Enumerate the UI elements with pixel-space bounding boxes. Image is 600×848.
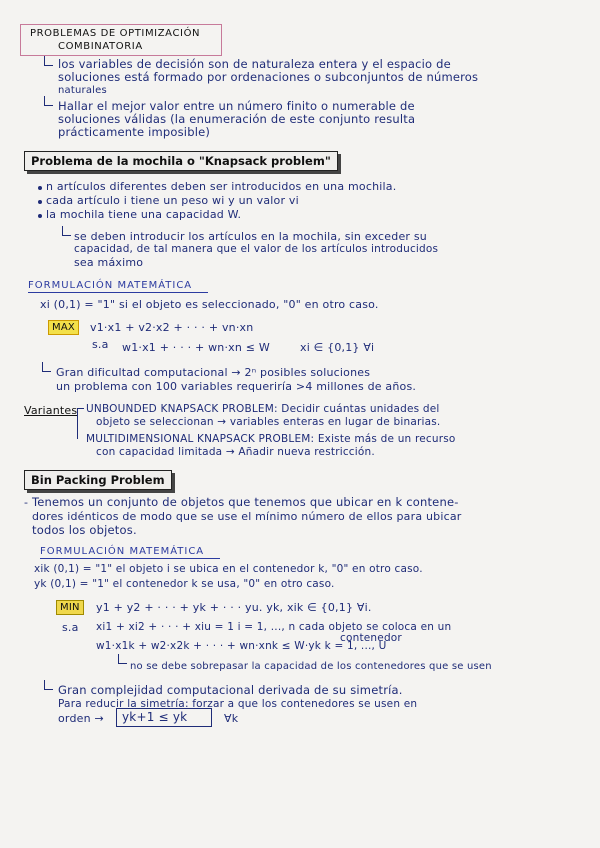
knapsack-difficulty-2: un problema con 100 variables requeriría >4 millones de años. (56, 380, 417, 393)
binpacking-heading: Bin Packing Problem (24, 470, 172, 490)
binpacking-intro-1: Tenemos un conjunto de objetos que tenemos que ubicar en k contene- (32, 495, 459, 509)
max-label: MAX (48, 320, 79, 335)
knapsack-difficulty-1: Gran dificultad computacional → 2ⁿ posibles soluciones (56, 366, 371, 379)
intro-line-2: soluciones está formado por ordenaciones o subconjuntos de números (58, 70, 479, 84)
binpacking-formulation-title: FORMULACIÓN MATEMÁTICA (40, 546, 205, 557)
arrow-hook-icon (44, 680, 53, 690)
knapsack-constraint: w1·x1 + · · · + wn·xn ≤ W (122, 341, 270, 354)
knapsack-goal-1: se deben introducir los artículos en la mochila, sin exceder su (74, 230, 427, 243)
formulation-underline (28, 292, 208, 293)
arrow-hook-icon (42, 362, 51, 372)
binpacking-constraint-1b: contenedor (340, 632, 402, 644)
knapsack-st-label: s.a (92, 338, 109, 351)
knapsack-formulation-title: FORMULACIÓN MATEMÁTICA (28, 280, 193, 291)
binpacking-complexity-1: Gran complejidad computacional derivada de su simetría. (58, 683, 403, 697)
knapsack-goal-3: sea máximo (74, 256, 144, 269)
binpacking-var-1: xik (0,1) = "1" el objeto i se ubica en el contenedor k, "0" en otro caso. (34, 563, 423, 575)
binpacking-intro-2: dores idénticos de modo que se use el mínimo número de ellos para ubicar (32, 510, 462, 523)
title-line-1: PROBLEMAS DE OPTIMIZACIÓN (30, 28, 201, 39)
variant-2-line-2: con capacidad limitada → Añadir nueva restricción. (96, 446, 375, 458)
binpacking-constraint-1: xi1 + xi2 + · · · + xiu = 1 i = 1, ..., n cada objeto se coloca en un (96, 621, 452, 633)
binpacking-st-label: s.a (62, 621, 79, 634)
binpacking-intro-dash: - (24, 496, 29, 509)
bullet-icon (38, 214, 42, 218)
variants-label: Variantes (24, 404, 78, 417)
binpacking-order-tail: ∀k (224, 712, 239, 725)
bullet-icon (38, 186, 42, 190)
bullet-icon (38, 200, 42, 204)
intro-line-3: naturales (58, 85, 107, 96)
arrow-hook-icon (62, 226, 71, 236)
min-label: MIN (56, 600, 84, 615)
variant-1-line-1: UNBOUNDED KNAPSACK PROBLEM: Decidir cuántas unidades del (86, 403, 440, 415)
binpacking-constraint-2-note: no se debe sobrepasar la capacidad de los contenedores que se usen (130, 661, 492, 672)
variant-1-line-2: objeto se seleccionan → variables enteras en lugar de binarias. (96, 416, 441, 428)
knapsack-goal-2: capacidad, de tal manera que el valor de los artículos introducidos (74, 243, 439, 255)
binpacking-complexity-3: orden → (58, 712, 104, 725)
intro-line-1: los variables de decisión son de naturaleza entera y el espacio de (58, 57, 451, 71)
title-line-2: COMBINATORIA (58, 41, 143, 52)
binpacking-var-2: yk (0,1) = "1" el contenedor k se usa, "0" en otro caso. (34, 578, 335, 590)
knapsack-heading: Problema de la mochila o "Knapsack problem" (24, 151, 338, 171)
arrow-hook-icon (118, 654, 127, 664)
variants-bracket (77, 408, 84, 439)
knapsack-bullet-2: cada artículo i tiene un peso wi y un valor vi (46, 194, 299, 207)
intro-line-4: Hallar el mejor valor entre un número finito o numerable de (58, 99, 415, 113)
knapsack-domain: xi ∈ {0,1} ∀i (300, 341, 375, 354)
knapsack-bullet-3: la mochila tiene una capacidad W. (46, 208, 242, 221)
binpacking-objective: y1 + y2 + · · · + yk + · · · yu. yk, xik ∈ {0,1} ∀i. (96, 601, 372, 614)
intro-line-5: soluciones válidas (la enumeración de este conjunto resulta (58, 112, 416, 126)
binpacking-constraint-2: w1·x1k + w2·x2k + · · · + wn·xnk ≤ W·yk k = 1, ..., U (96, 640, 387, 652)
knapsack-bullet-1: n artículos diferentes deben ser introducidos en una mochila. (46, 180, 397, 193)
variant-2-line-1: MULTIDIMENSIONAL KNAPSACK PROBLEM: Existe más de un recurso (86, 433, 456, 445)
binpacking-complexity-2: Para reducir la simetría: forzar a que los contenedores se usen en (58, 698, 418, 710)
arrow-hook-icon (44, 96, 53, 106)
arrow-hook-icon (44, 56, 53, 66)
binpacking-order-constraint: yk+1 ≤ yk (122, 710, 188, 724)
binpacking-intro-3: todos los objetos. (32, 523, 137, 537)
formulation-underline (40, 558, 220, 559)
knapsack-variable-definition: xi (0,1) = "1" si el objeto es seleccionado, "0" en otro caso. (40, 298, 379, 311)
knapsack-objective: v1·x1 + v2·x2 + · · · + vn·xn (90, 321, 254, 334)
intro-line-6: prácticamente imposible) (58, 125, 211, 139)
